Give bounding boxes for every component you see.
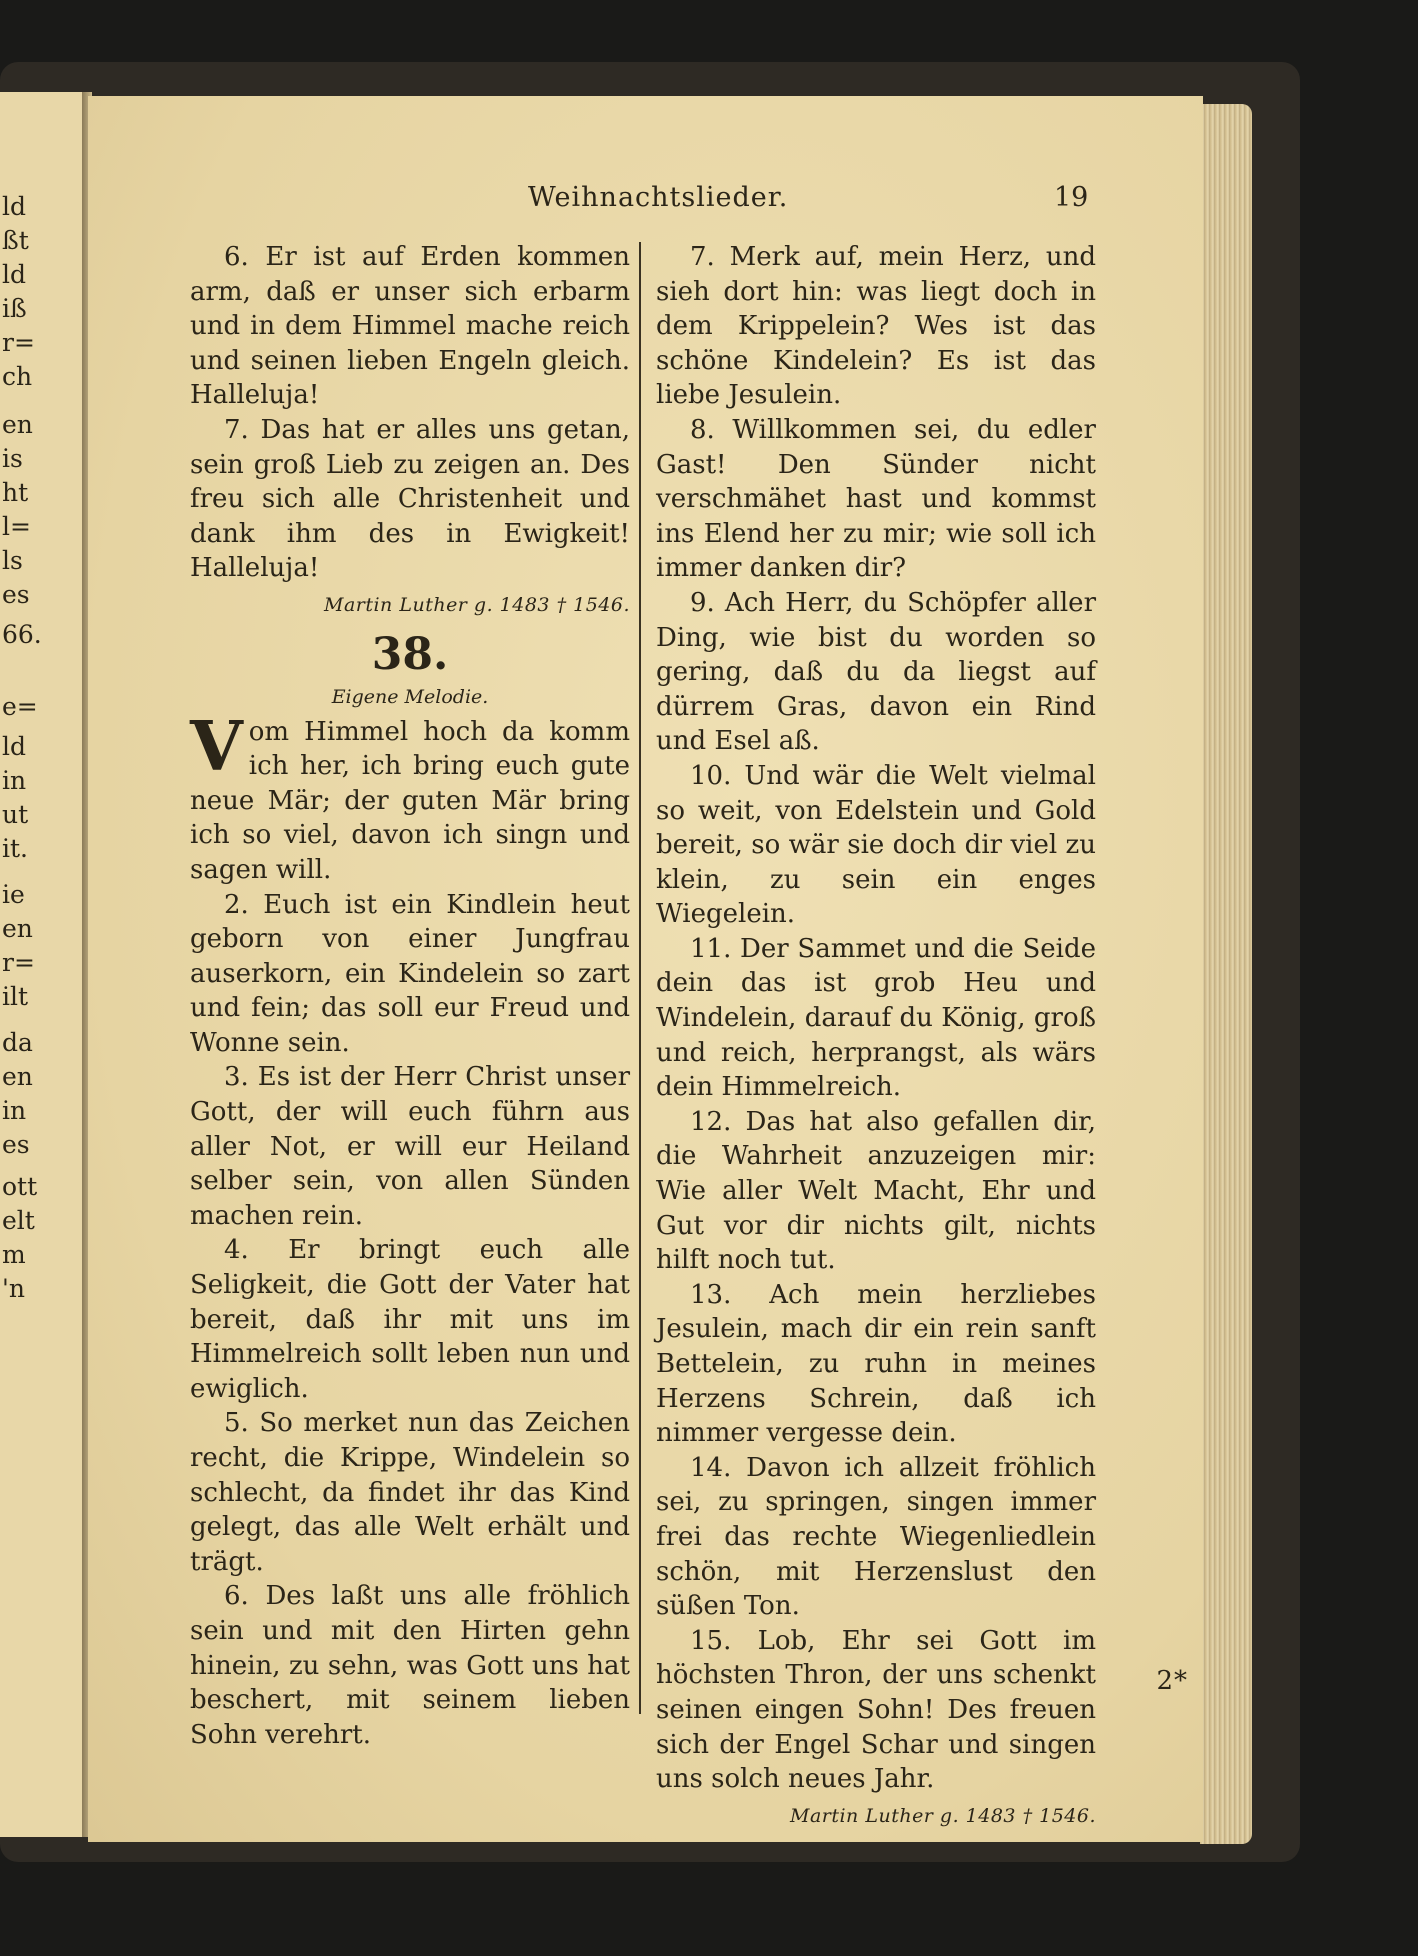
- verse: 8. Willkommen sei, du edler Gast! Den Sünder nicht verschmähet hast und kommst ins Elend her zu mir; wie soll ich immer danken dir?: [656, 414, 1096, 584]
- verse: 13. Ach mein herzliebes Jesulein, mach dir ein rein sanft Bettelein, zu ruhn in meines Herzens Schrein, daß ich nimmer vergesse dein.: [656, 1279, 1096, 1449]
- verse: 9. Ach Herr, du Schöpfer aller Ding, wie bist du worden so gering, daß du da liegst auf dürrem Gras, davon ein Rind und Esel aß.: [656, 587, 1096, 757]
- facing-page-fragment: r=: [2, 948, 35, 977]
- hymn-number: 38.: [371, 628, 449, 680]
- facing-page-fragment: is: [2, 444, 23, 473]
- facing-page-fragment: in: [2, 766, 27, 795]
- verse: 4. Er bringt euch alle Seligkeit, die Gott der Vater hat bereit, daß ihr mit uns im Himmelreich sollt leben nun und ewiglich.: [190, 1235, 630, 1404]
- author-attribution: Martin Luther g. 1483 † 1546.: [789, 1804, 1096, 1827]
- drop-initial: V: [190, 706, 243, 787]
- facing-page-fragment: ld: [2, 260, 26, 289]
- facing-page-fragment: ht: [2, 478, 29, 507]
- left-column: [190, 240, 630, 1752]
- verse: 14. Davon ich allzeit fröhlich sei, zu springen, singen immer frei das rechte Wiegenliedlein schön, mit Herzenslust den süßen Ton.: [656, 1452, 1096, 1622]
- book-page: [88, 96, 1203, 1842]
- facing-page-fragment: 66.: [2, 620, 42, 649]
- verse: 12. Das hat also gefallen dir, die Wahrheit anzuzeigen mir: Wie aller Welt Macht, Ehr und Gut vor dir nichts gilt, nichts hilft noch tut.: [656, 1106, 1096, 1276]
- signature-mark: 2*: [1156, 1666, 1188, 1696]
- facing-page-fragment: ie: [2, 880, 25, 909]
- facing-page-fragment: e=: [2, 692, 38, 721]
- facing-page-fragment: elt: [2, 1206, 35, 1235]
- facing-page-fragment: l=: [2, 512, 31, 541]
- page-number: 19: [1054, 182, 1089, 213]
- verse: 6. Des laßt uns alle fröhlich sein und mit den Hirten gehn hinein, zu sehn, was Gott uns hat beschert, mit seinem lieben Sohn verehrt.: [190, 1581, 630, 1750]
- right-column: [656, 240, 1096, 1839]
- verse: 7. Merk auf, mein Herz, und sieh dort hin: was liegt doch in dem Krippelein? Wes ist das schöne Kindelein? Es ist das liebe Jesulein.: [656, 242, 1096, 411]
- facing-page-edge: [0, 92, 82, 1837]
- verse: 10. Und wär die Welt vielmal so weit, von Edelstein und Gold bereit, so wär sie doch dir viel zu klein, zu sein ein enges Wiegelein.: [656, 760, 1096, 930]
- author-attribution: Martin Luther g. 1483 † 1546.: [323, 593, 630, 616]
- facing-page-fragment: r=: [2, 328, 35, 357]
- facing-page-fragment: m: [2, 1240, 26, 1269]
- verse: 7. Das hat er alles uns getan, sein groß Lieb zu zeigen an. Des freu sich alle Christenheit und dank ihm des in Ewigkeit! Halleluja!: [190, 414, 630, 584]
- verse: 6. Er ist auf Erden kommen arm, daß er unser sich erbarm und in dem Himmel mache reich und seinen lieben Engeln gleich. Halleluja!: [190, 242, 630, 411]
- facing-page-fragment: ott: [2, 1172, 38, 1201]
- facing-page-fragment: da: [2, 1028, 33, 1057]
- facing-page-fragment: iß: [2, 294, 27, 323]
- facing-page-fragment: 'n: [2, 1274, 25, 1303]
- verse-first: [190, 706, 630, 888]
- verse: 2. Euch ist ein Kindlein heut geborn von einer Jungfrau auserkorn, ein Kindelein so zart und fein; das soll eur Freud und Wonne sein.: [190, 889, 630, 1058]
- verse: 5. So merket nun das Zeichen recht, die Krippe, Windelein so schlecht, da findet ihr das Kind gelegt, das alle Welt erhält und trägt.: [190, 1408, 630, 1577]
- verse: 11. Der Sammet und die Seide dein das ist grob Heu und Windelein, darauf du König, groß und reich, herprangst, als wärs dein Himmelreich.: [656, 933, 1096, 1103]
- facing-page-fragment: ut: [2, 800, 29, 829]
- facing-page-fragment: in: [2, 1096, 27, 1125]
- facing-page-fragment: es: [2, 1130, 30, 1159]
- column-divider: [639, 242, 641, 1714]
- facing-page-fragment: en: [2, 1062, 33, 1091]
- facing-page-fragment: ld: [2, 732, 26, 761]
- melody-note: Eigene Melodie.: [331, 685, 489, 708]
- facing-page-fragment: ld: [2, 192, 26, 221]
- facing-page-fragment: it.: [2, 834, 28, 863]
- verse-first-text: om Himmel hoch da komm ich her, ich bring euch gute neue Mär; der guten Mär bring ich so viel, davon ich singn und sagen will.: [190, 716, 630, 885]
- facing-page-fragment: ilt: [2, 982, 29, 1011]
- page-edges: [1200, 104, 1252, 1844]
- verse: 3. Es ist der Herr Christ unser Gott, der will euch führn aus aller Not, er will eur Heiland selber sein, von allen Sünden machen rein.: [190, 1062, 630, 1231]
- facing-page-fragment: ßt: [2, 226, 29, 255]
- facing-page-fragment: ls: [2, 546, 23, 575]
- facing-page-fragment: en: [2, 410, 33, 439]
- running-title: Weihnachtslieder.: [528, 182, 789, 213]
- verse: 15. Lob, Ehr sei Gott im höchsten Thron, der uns schenkt seinen eingen Sohn! Des freuen sich der Engel Schar und singen uns solch neues Jahr.: [656, 1625, 1096, 1795]
- facing-page-fragment: es: [2, 580, 30, 609]
- facing-page-fragment: en: [2, 914, 33, 943]
- facing-page-fragment: ch: [2, 362, 33, 391]
